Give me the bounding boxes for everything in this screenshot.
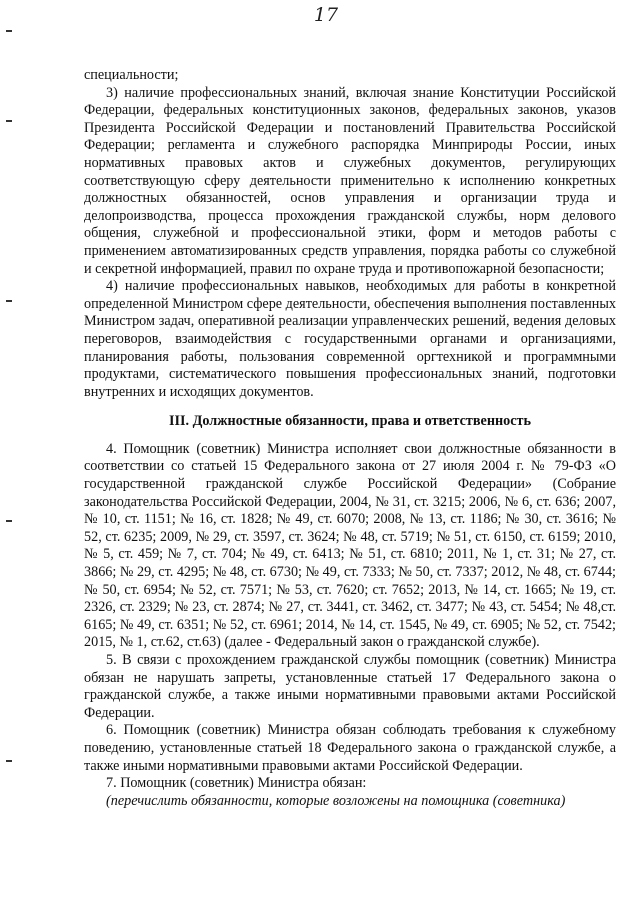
- paragraph-specialty-end: специальности;: [84, 67, 179, 83]
- binder-marks: [6, 0, 20, 905]
- page-number: 17: [313, 4, 339, 26]
- paragraph-duties-4: 4. Помощник (советник) Министра исполняет свои должностные обязанности в соответствии со статьей 15 Федерального закона от 27 июля 2004 г. № 79-ФЗ «О государственной гражданской службе Российской Федерации» (Собрание законодательства Российской Федерации, 2004, № 31, ст. 3215; 2006, № 6, ст. 636; 2007, № 10, ст. 1151; № 16, ст. 1828; № 49, ст. 6070; 2008, № 13, ст. 1186; № 30, ст. 3616; № 52, ст. 6235; 2009, № 29, ст. 3597, ст. 3624; № 48, ст. 5719; № 51, ст. 6150, ст. 6159; 2010, № 5, ст. 459; № 7, ст. 704; № 49, ст. 6413; № 51, ст. 6810; 2011, № 1, ст. 31; № 27, ст. 3866; № 29, ст. 4295; № 48, ст. 6730; № 49, ст. 7333; № 50, ст. 7337; 2012, № 48, ст. 6744; № 50, ст. 6954; № 52, ст. 7571; № 53, ст. 7620; ст. 7652; 2013, № 14, ст. 1665; № 19, ст. 2326, ст. 2329; № 23, ст. 2874; № 27, ст. 3441, ст. 3462, ст. 3477; № 43, ст. 5454; № 48,ст. 6165; № 49, ст. 6351; № 52, ст. 6961; 2014, № 14, ст. 1545, № 49, ст. 6905; № 52, ст. 7542; 2015, № 1, ст.62, ст.63) (далее - Федеральный закон о гражданской службе).: [84, 440, 616, 651]
- paragraph-duties-7: 7. Помощник (советник) Министра обязан:: [106, 775, 367, 792]
- paragraph-duties-5: 5. В связи с прохождением гражданской службы помощник (советник) Министра обязан не нарушать запреты, установленные статьей 17 Федерального закона о гражданской службе, а также иными нормативными правовыми актами Российской Федерации.: [84, 652, 616, 721]
- paragraph-knowledge: 3) наличие профессиональных знаний, включая знание Конституции Российской Федерации, федеральных конституционных законов, федеральных законов, указов Президента Российской Федерации и постановлений Правительства Российской Федерации; регламента и служебного распорядка Минприроды России, иных нормативных правовых актов и служебных документов, регулирующих соответствующую сферу деятельности применительно к исполнению конкретных должностных обязанностей, основ управления и организации труда и делопроизводства, процесса прохождения гражданской службы, норм делового общения, служебной и профессиональной этики, форм и методов работы с применением автоматизированных средств управления, порядка работы со служебной и секретной информацией, правил по охране труда и противопожарной безопасности;: [84, 84, 616, 277]
- section-heading: III. Должностные обязанности, права и ответственность: [168, 413, 532, 430]
- document-body: [84, 67, 616, 810]
- paragraph-duties-note: (перечислить обязанности, которые возложены на помощника (советника): [106, 792, 566, 809]
- paragraph-duties-6: 6. Помощник (советник) Министра обязан соблюдать требования к служебному поведению, установленные статьей 18 Федерального закона о гражданской службе, а также иными нормативными правовыми актами Российской Федерации.: [84, 722, 616, 774]
- paragraph-skills: 4) наличие профессиональных навыков, необходимых для работы в конкретной определенной Министром сфере деятельности, обеспечения выполнения поставленных Министром задач, оперативной реализации управленческих решений, ведения деловых переговоров, взаимодействия с государственными органами и организациями, планирования работы, пользования современной оргтехникой и программными продуктами, систематического повышения профессиональных знаний, подготовки внутренних и исходящих документов.: [84, 278, 616, 400]
